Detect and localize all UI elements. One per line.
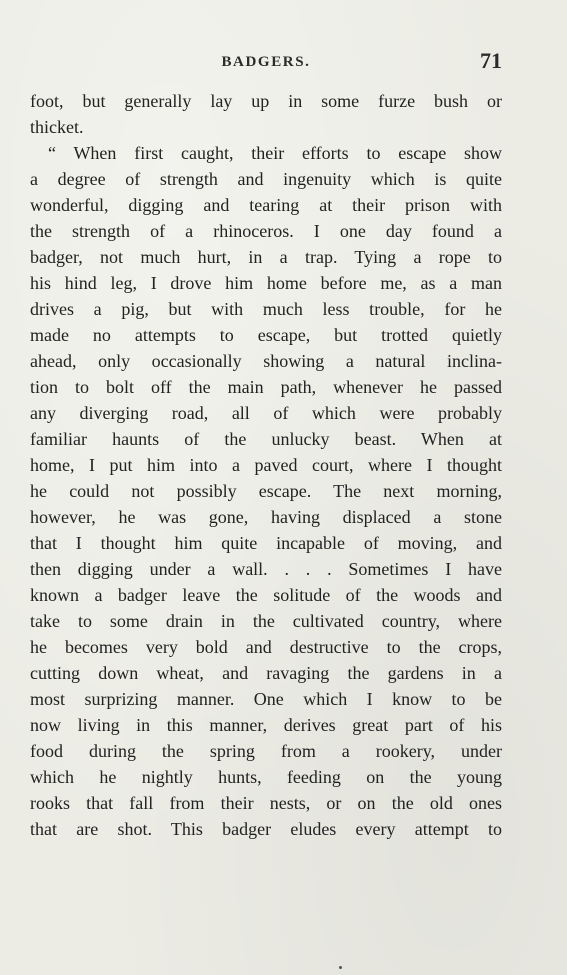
ink-speck — [339, 966, 342, 969]
text-line: cutting down wheat, and ravaging the gardens in a — [30, 663, 502, 683]
text-line: known a badger leave the solitude of the woods and — [30, 585, 502, 605]
text-line: his hind leg, I drove him home before me, as a man — [30, 273, 502, 293]
text-line: he becomes very bold and destructive to the crops, — [30, 637, 502, 657]
text-line: any diverging road, all of which were probably — [30, 403, 502, 423]
text-line: home, I put him into a paved court, where I thought — [30, 455, 502, 475]
text-line: take to some drain in the cultivated country, where — [30, 611, 502, 631]
text-line: made no attempts to escape, but trotted quietly — [30, 325, 502, 345]
text-line: a degree of strength and ingenuity which is quite — [30, 169, 502, 189]
page-number: 71 — [480, 48, 502, 73]
text-line: badger, not much hurt, in a trap. Tying a rope to — [30, 247, 502, 267]
text-line: that are shot. This badger eludes every attempt to — [30, 819, 502, 839]
text-line: most surprizing manner. One which I know to be — [30, 689, 502, 709]
text-line: the strength of a rhinoceros. I one day found a — [30, 221, 502, 241]
body-text — [30, 88, 502, 842]
text-line: drives a pig, but with much less trouble, for he — [30, 299, 502, 319]
text-line: food during the spring from a rookery, under — [30, 741, 502, 761]
text-line: however, he was gone, having displaced a stone — [30, 507, 502, 527]
text-line: tion to bolt off the main path, whenever he passed — [30, 377, 502, 397]
text-line: ahead, only occasionally showing a natural inclina- — [30, 351, 502, 371]
text-line: foot, but generally lay up in some furze bush or — [30, 91, 502, 111]
text-line: familiar haunts of the unlucky beast. When at — [30, 429, 502, 449]
text-line: thicket. — [30, 117, 84, 137]
running-head — [30, 48, 502, 78]
text-line: which he nightly hunts, feeding on the young — [30, 767, 502, 787]
text-line: then digging under a wall. . . . Sometimes I have — [30, 559, 502, 579]
text-line: “ When first caught, their efforts to escape show — [48, 143, 502, 163]
text-line: he could not possibly escape. The next morning, — [30, 481, 502, 501]
running-title: BADGERS. — [221, 54, 311, 70]
text-line: wonderful, digging and tearing at their prison with — [30, 195, 502, 215]
text-line: now living in this manner, derives great part of his — [30, 715, 502, 735]
text-line: rooks that fall from their nests, or on the old ones — [30, 793, 502, 813]
text-line: that I thought him quite incapable of moving, and — [30, 533, 502, 553]
